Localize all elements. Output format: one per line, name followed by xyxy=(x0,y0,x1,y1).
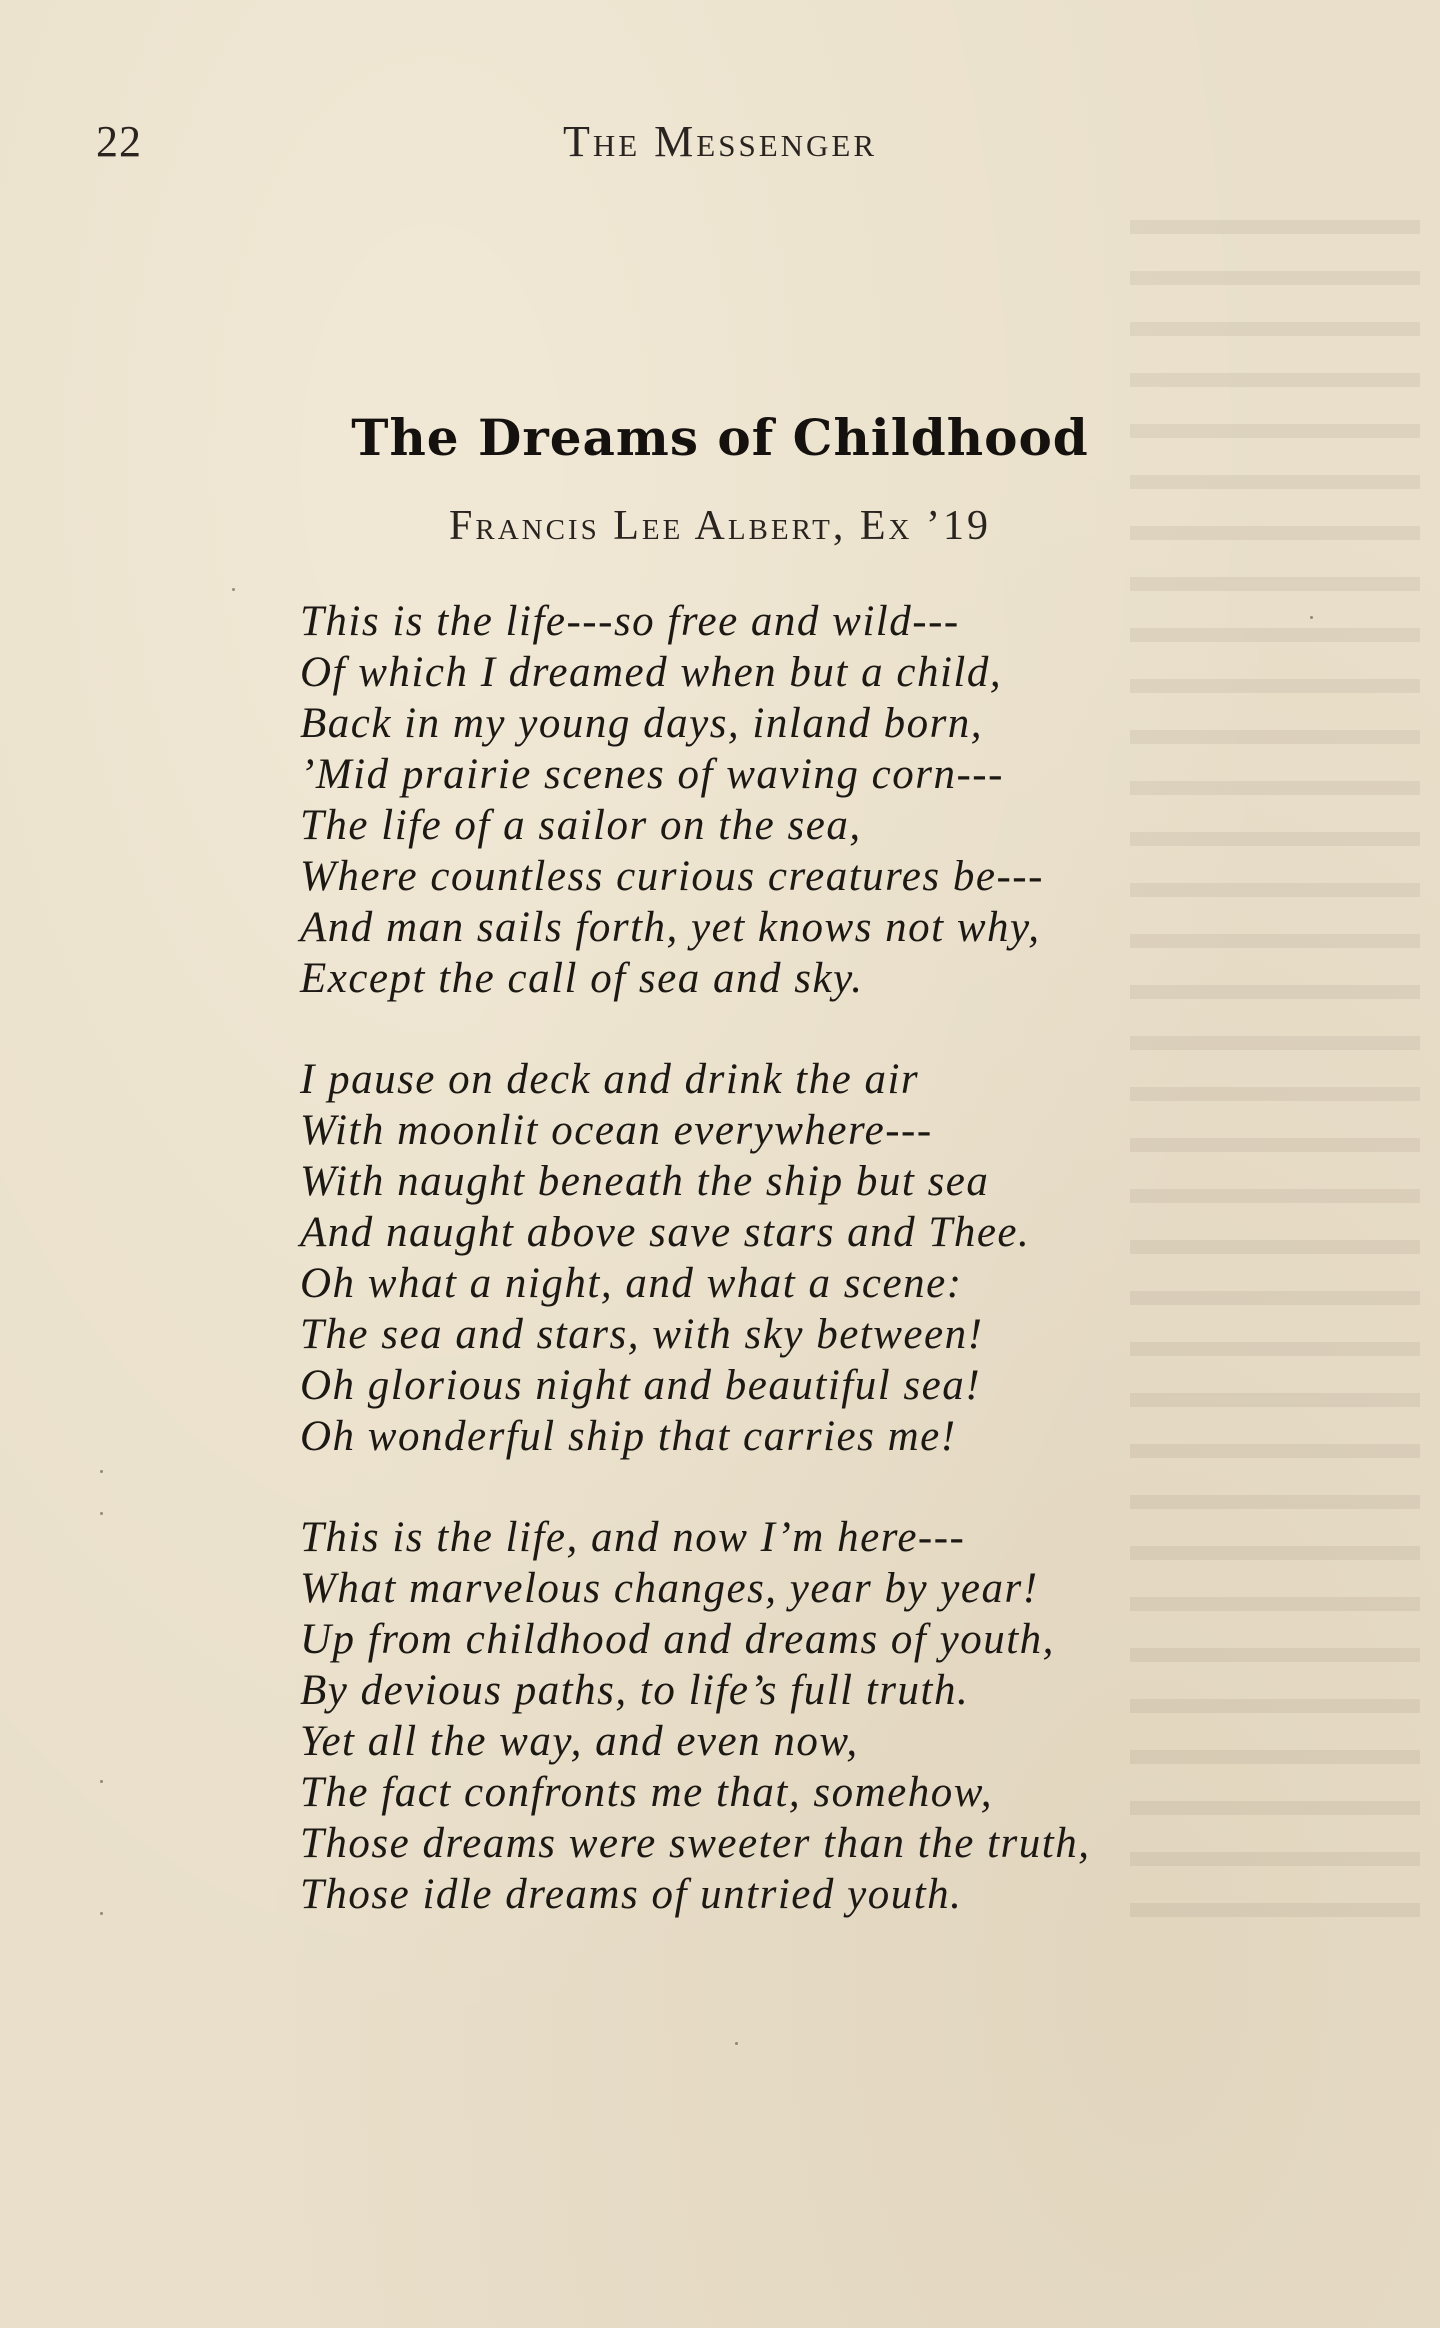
poem-line: Back in my young days, inland born, xyxy=(300,700,984,747)
poem-line: And naught above save stars and Thee. xyxy=(300,1209,1031,1256)
poem-line: Yet all the way, and even now, xyxy=(300,1718,859,1765)
poem-line: I pause on deck and drink the air xyxy=(300,1056,920,1103)
page-number: 22 xyxy=(96,117,142,166)
poem-line: This is the life---so free and wild--- xyxy=(300,598,960,645)
poem-line: The life of a sailor on the sea, xyxy=(300,802,862,849)
paper-speck xyxy=(100,1780,103,1783)
paper-speck xyxy=(100,1512,103,1515)
poem-line: With moonlit ocean everywhere--- xyxy=(300,1107,933,1154)
stanza-3 xyxy=(300,1512,1300,1920)
poem-line: Those idle dreams of untried youth. xyxy=(300,1871,963,1918)
poem-line: Those dreams were sweeter than the truth, xyxy=(300,1820,1091,1867)
stanza-1 xyxy=(300,596,1300,1004)
poem-line: Except the call of sea and sky. xyxy=(300,955,864,1002)
poem-line: Oh what a night, and what a scene: xyxy=(300,1260,963,1307)
poem-line: The fact confronts me that, somehow, xyxy=(300,1769,993,1816)
poem-line: Oh glorious night and beautiful sea! xyxy=(300,1362,982,1409)
poem-line: And man sails forth, yet knows not why, xyxy=(300,904,1041,951)
poem-line: This is the life, and now I’m here--- xyxy=(300,1514,966,1561)
poem-line: By devious paths, to life’s full truth. xyxy=(300,1667,970,1714)
poem-line: Up from childhood and dreams of youth, xyxy=(300,1616,1055,1663)
poem-line: The sea and stars, with sky between! xyxy=(300,1311,984,1358)
paper-speck xyxy=(232,588,235,591)
poem-line: What marvelous changes, year by year! xyxy=(300,1565,1039,1612)
paper-speck xyxy=(735,2042,738,2045)
poem-body xyxy=(300,596,1300,1970)
stanza-2 xyxy=(300,1054,1300,1462)
poem-author: Francis Lee Albert, Ex ’19 xyxy=(449,503,991,549)
running-head: The Messenger xyxy=(562,117,878,166)
paper-speck xyxy=(100,1912,103,1915)
paper-speck xyxy=(100,1470,103,1473)
paper-speck xyxy=(1310,616,1313,619)
poem-title: The Dreams of Childhood xyxy=(351,408,1089,467)
poem-line: ’Mid prairie scenes of waving corn--- xyxy=(300,751,1004,798)
poem-line: Oh wonderful ship that carries me! xyxy=(300,1413,957,1460)
poem-line: Where countless curious creatures be--- xyxy=(300,853,1044,900)
poem-line: With naught beneath the ship but sea xyxy=(300,1158,990,1205)
poem-line: Of which I dreamed when but a child, xyxy=(300,649,1003,696)
